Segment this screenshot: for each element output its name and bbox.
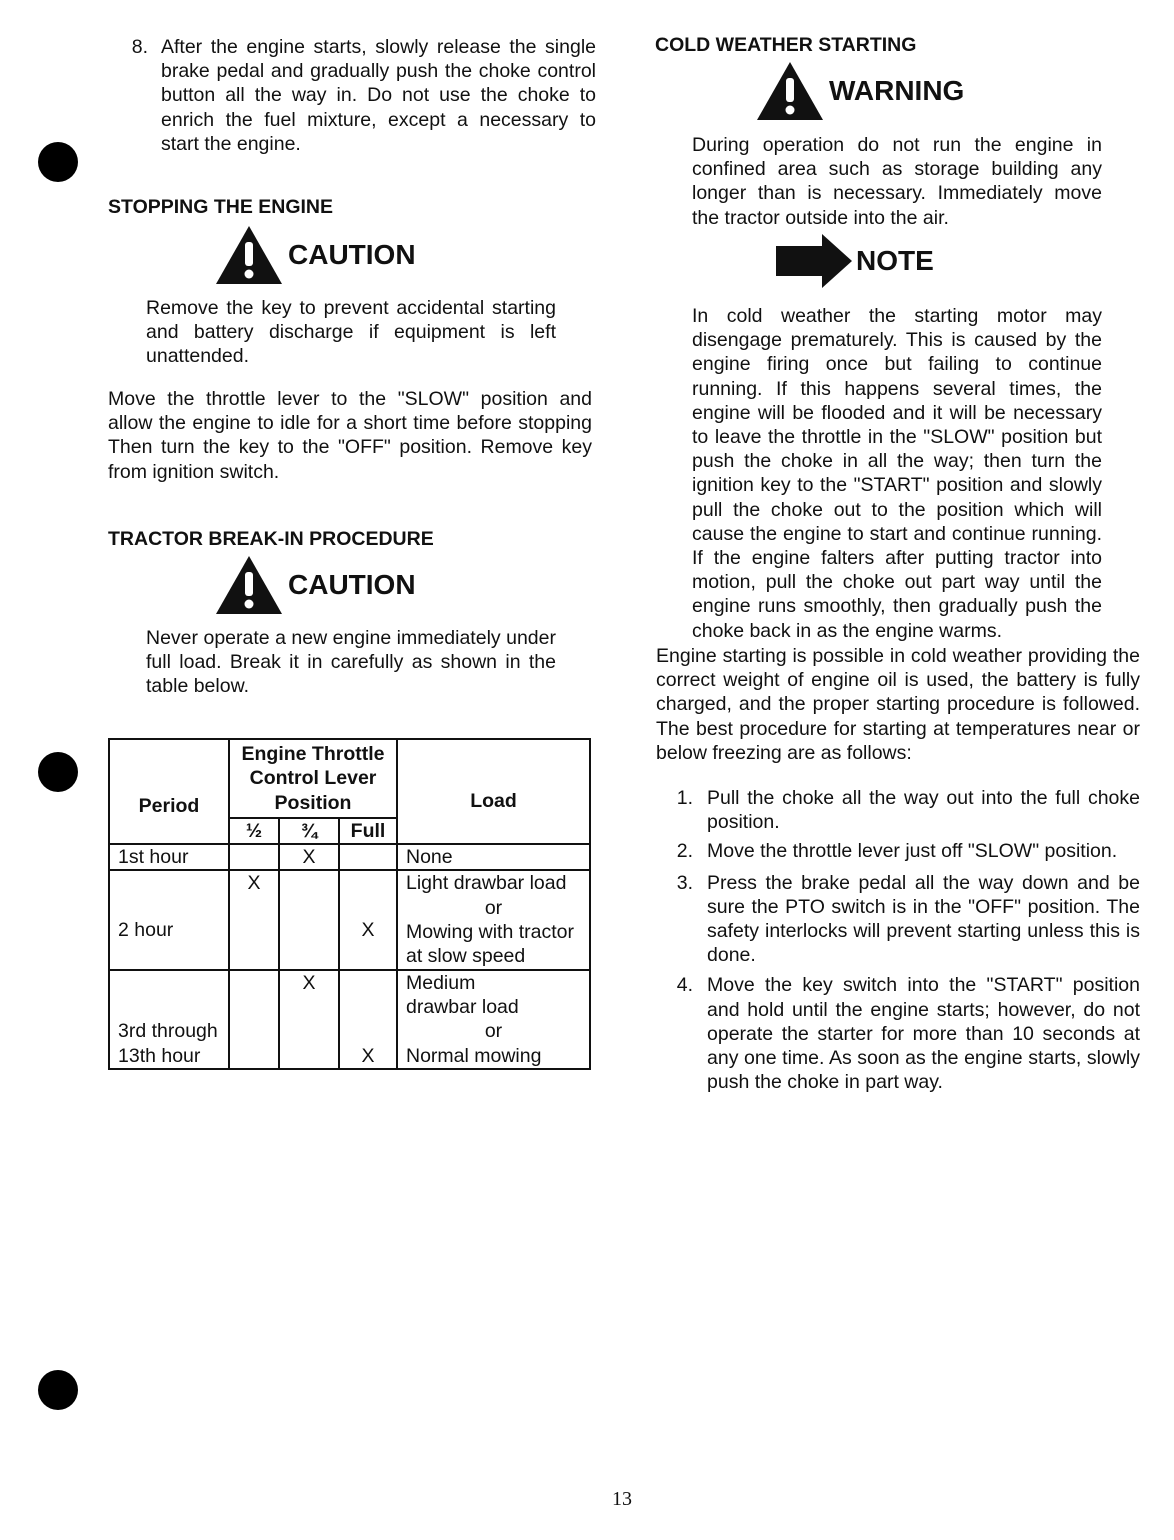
row3-load-b: Normal mowing [406, 1044, 542, 1067]
row3-three-quarter: X [279, 970, 339, 1069]
row2-load-b: Mowing with tractor at slow speed [406, 921, 574, 968]
breakin-table [108, 738, 591, 1070]
row2-load-or: or [484, 896, 503, 919]
binder-hole-middle [38, 752, 78, 792]
subheader-three-quarter: ¾ [279, 818, 339, 844]
list-item [660, 786, 1140, 834]
row1-half [229, 844, 279, 870]
breakin-caution-label [214, 554, 416, 616]
row1-three-quarter: X [279, 844, 339, 870]
cold-body: Engine starting is possible in cold weather providing the correct weight of engine oil is used, the battery is fully charged, and the proper starting procedure is followed. The best procedure for starting at temperatures near or below freezing are as follows: [656, 645, 1140, 764]
row2-load-a: Light drawbar load [406, 872, 567, 895]
step-8-number: 8. [131, 36, 148, 58]
table-row [109, 870, 590, 969]
row3-load-a: Medium drawbar load [406, 971, 519, 1018]
caution-triangle-icon [214, 224, 284, 286]
cold-steps-list [660, 786, 1140, 1094]
caution-word: CAUTION [288, 239, 416, 270]
row1-full [339, 844, 397, 870]
row3-load [397, 970, 590, 1069]
binder-hole-top [38, 142, 78, 182]
caution-triangle-icon [214, 554, 284, 616]
breakin-caution-text: Never operate a new engine immediately under full load. Break it in carefully as shown in the table below. [146, 627, 556, 698]
step-text: Move the throttle lever just off "SLOW" position. [707, 840, 1118, 863]
table-row [109, 844, 590, 870]
caution-word: CAUTION [288, 569, 416, 600]
note-arrow-icon [776, 233, 854, 289]
warning-triangle-icon [755, 60, 825, 122]
row3-load-or: or [484, 1020, 503, 1043]
row1-period: 1st hour [109, 844, 229, 870]
cold-heading: COLD WEATHER STARTING [655, 34, 917, 56]
table-header-row [109, 739, 590, 818]
stopping-caution-text: Remove the key to prevent accidental starting and battery discharge if equipment is left unattended. [146, 297, 556, 368]
cold-note-text: In cold weather the starting motor may disengage prematurely. This is caused by the engine firing once but failing to continue running. If this happens several times, the engine will be flooded and it will be necessary to leave the throttle in the "SLOW" position but push the choke in all the way; then turn the ignition key to the "START" position and slowly pull the choke out to the position which will cause the engine to start and continue running. If the engine falters after putting tractor into motion, pull the choke out part way until the engine runs smoothly, then gradually push the choke back in as the engine warms. [692, 305, 1102, 642]
page-number: 13 [612, 1488, 632, 1510]
step-text: Move the key switch into the "START" position and hold until the engine starts; however, do not operate the starter for more than 10 seconds at any one time. As soon as the engine starts, slowly push the choke in part way. [707, 974, 1140, 1094]
breakin-heading: TRACTOR BREAK-IN PROCEDURE [108, 528, 434, 550]
header-load: Load [397, 739, 590, 844]
row1-load: None [397, 844, 590, 870]
step-number: 2. [676, 840, 693, 863]
step-number: 3. [676, 871, 693, 894]
list-item [660, 973, 1140, 1094]
row2-three-quarter [279, 870, 339, 969]
row2-full: X [339, 870, 397, 969]
row3-period: 3rd through 13th hour [109, 970, 229, 1069]
subheader-half: ½ [229, 818, 279, 844]
step-number: 4. [676, 974, 693, 997]
step-text: Pull the choke all the way out into the full choke position. [707, 787, 1140, 834]
header-throttle: Engine Throttle Control Lever Position [229, 739, 397, 818]
stopping-heading: STOPPING THE ENGINE [108, 196, 334, 218]
cold-note-label [776, 233, 934, 289]
row2-half: X [229, 870, 279, 969]
row2-period: 2 hour [109, 870, 229, 969]
cold-warning-label [755, 60, 964, 122]
stopping-caution-label [214, 224, 416, 286]
row3-half [229, 970, 279, 1069]
step-8 [108, 35, 596, 156]
step-8-text: After the engine starts, slowly release the single brake pedal and gradually push the choke control button all the way in. Do not use the choke to enrich the fuel mixture, except a necessary to start the engine. [161, 36, 596, 155]
step-number: 1. [676, 787, 693, 809]
row3-full: X [339, 970, 397, 1069]
table-row [109, 970, 590, 1069]
list-item [660, 839, 1140, 863]
row2-load [397, 870, 590, 969]
warning-word: WARNING [829, 75, 965, 106]
subheader-full: Full [339, 818, 397, 844]
step-text: Press the brake pedal all the way down and be sure the PTO switch is in the "OFF" position. The safety interlocks will prevent starting unless this is done. [707, 871, 1140, 967]
header-period: Period [109, 739, 229, 844]
binder-hole-bottom [38, 1370, 78, 1410]
cold-warning-text: During operation do not run the engine in confined area such as storage building any longer than is necessary. Immediately move the tractor outside into the air. [692, 134, 1102, 229]
stopping-body: Move the throttle lever to the "SLOW" position and allow the engine to idle for a short time before stopping Then turn the key to the "OFF" position. Remove key from ignition switch. [108, 388, 592, 483]
note-word: NOTE [856, 245, 934, 276]
list-item [660, 871, 1140, 968]
